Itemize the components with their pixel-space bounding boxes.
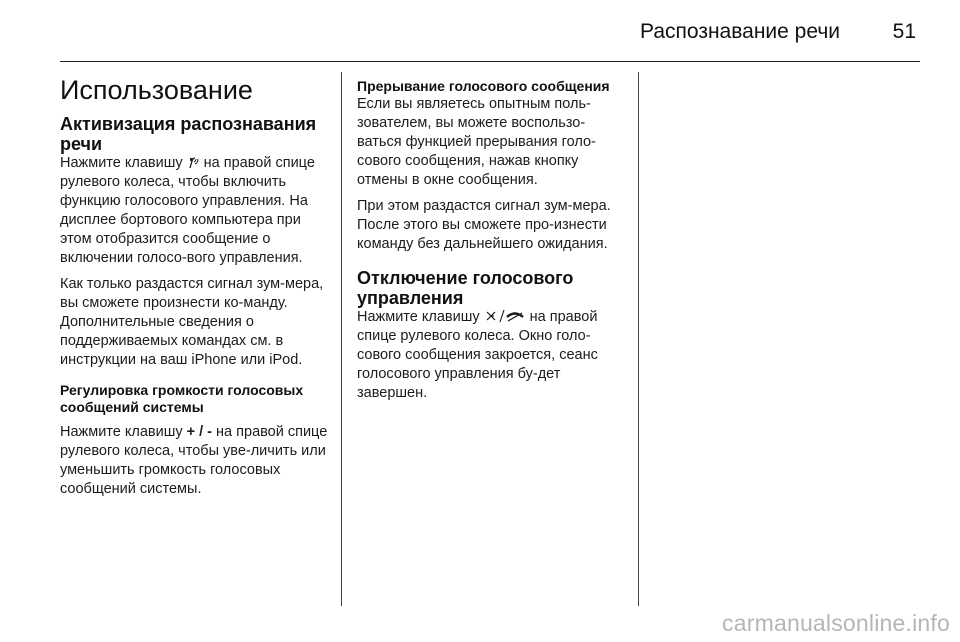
header-rule	[60, 61, 920, 62]
running-header-title: Распознавание речи	[640, 20, 840, 43]
activation-paragraph-2: Как только раздастся сигнал зум-мера, вы сможете произнести ко-манду. Дополнительные сведения о поддерживаемых командах см. в инструкции на ваш iPhone или iPod.	[60, 276, 324, 368]
left-column	[60, 74, 332, 499]
activation-text-after: на правой спице рулевого колеса, чтобы включить функцию голосового управления. На дисплее бортового компьютера при этом отобразится сообщение о включении голосо-вого управления.	[60, 155, 315, 266]
volume-heading: Регулировка громкости голосовых сообщений системы	[60, 382, 304, 415]
voice-talk-icon	[188, 155, 199, 169]
activation-text-before: Нажмите клавишу	[60, 155, 183, 171]
disable-heading: Отключение голосового управления	[357, 268, 574, 308]
volume-key-label: + / -	[186, 424, 213, 440]
column-divider-left	[341, 72, 342, 606]
disable-text-before: Нажмите клавишу	[357, 309, 480, 325]
watermark: carmanualsonline.info	[722, 610, 950, 636]
interrupt-heading: Прерывание голосового сообщения	[357, 78, 610, 94]
column-divider-right	[638, 72, 639, 606]
interrupt-paragraph-1: Если вы являетесь опытным поль-зователем, вы можете воспользо-ваться функцией прерывания голо-сового сообщения, нажав кнопку отмены в окне сообщения.	[357, 96, 596, 188]
volume-text-before: Нажмите клавишу	[60, 424, 183, 440]
section-title: Использование	[60, 75, 253, 105]
disable-paragraph	[357, 308, 629, 403]
activation-heading: Активизация распознавания речи	[60, 114, 317, 154]
disable-text-after: на правой спице рулевого колеса. Окно голо-сового сообщения закроется, сеанс голосового управления бу-дет завершен.	[357, 309, 598, 401]
middle-column	[357, 74, 629, 403]
volume-paragraph	[60, 423, 332, 499]
mute-hangup-icon	[485, 309, 525, 323]
page-number: 51	[892, 20, 916, 43]
activation-paragraph	[60, 154, 332, 268]
interrupt-paragraph-2: При этом раздастся сигнал зум-мера. После этого вы сможете про-изнести команду без дальнейшего ожидания.	[357, 198, 611, 252]
volume-text-after: на правой спице рулевого колеса, чтобы уве-личить или уменьшить громкость голосовых сообщений системы.	[60, 424, 328, 497]
